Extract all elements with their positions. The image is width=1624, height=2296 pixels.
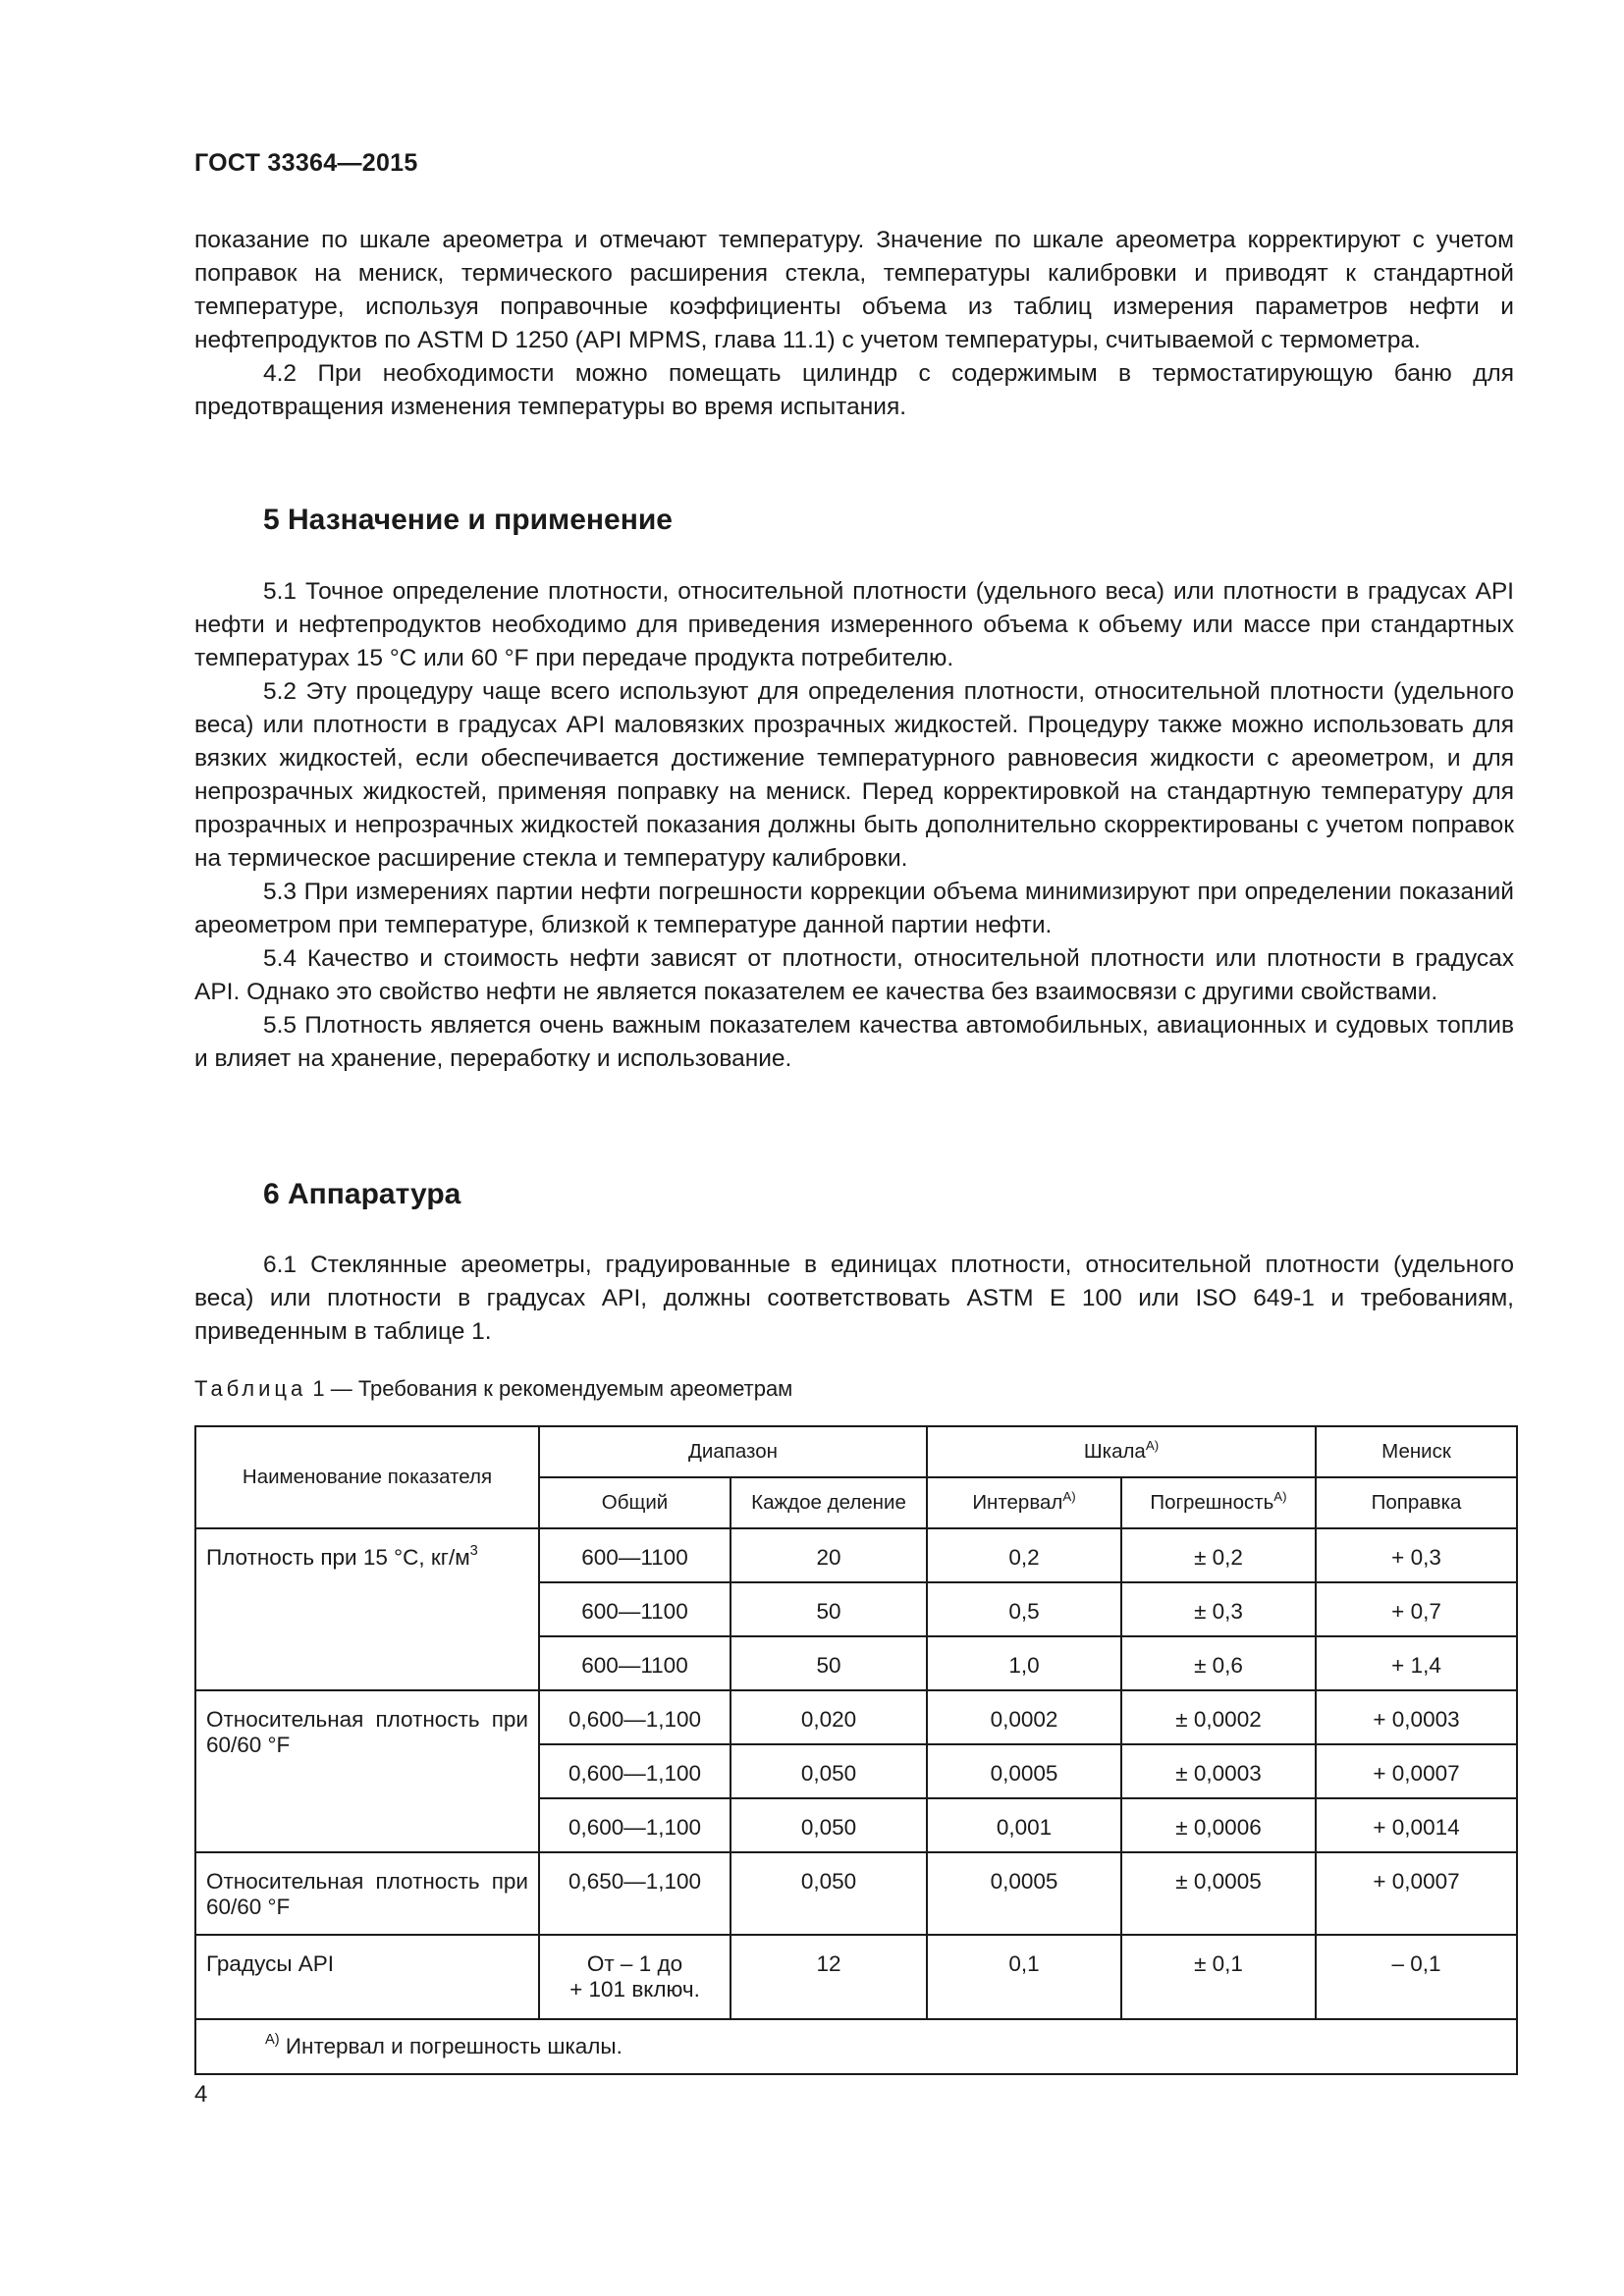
meniscus-correction: + 0,7: [1316, 1582, 1517, 1636]
scale-error: ± 0,0005: [1121, 1852, 1316, 1935]
meniscus-correction: + 1,4: [1316, 1636, 1517, 1690]
scale-interval: 0,2: [927, 1528, 1121, 1582]
scale-error: ± 0,1: [1121, 1935, 1316, 2019]
table-row: [195, 1852, 1517, 1935]
header-error: Погрешность$^{А)}$: [1121, 1477, 1316, 1528]
scale-interval: 0,5: [927, 1582, 1121, 1636]
table-footnote: $^{А)}$ Интервал и погрешность шкалы.: [195, 2019, 1517, 2074]
paragraph: 4.2 При необходимости можно помещать цилиндр с содержимым в термостатирующую баню для предотвращения изменения температуры во время испытания.: [194, 360, 1514, 420]
section-6-title: 6 Аппаратура: [263, 1178, 461, 1210]
header-scale: Шкала$^{А)}$: [927, 1426, 1316, 1477]
paragraph: показание по шкале ареометра и отмечают температуру. Значение по шкале ареометра корректируют с учетом поправок на мениск, термического расширения стекла, температуры калибровки и приводят к стандартной температуре, используя поправочные коэффициенты объема из таблиц измерения параметров нефти и нефтепродуктов по ASTM D 1250 (API MPMS, глава 11.1) с учетом температуры, считываемой с термометра.: [194, 227, 1514, 353]
note-mark: А): [1062, 1489, 1076, 1504]
header-interval: Интервал$^{А)}$: [927, 1477, 1121, 1528]
page-number: 4: [194, 2081, 208, 2108]
section-5-title: 5 Назначение и применение: [263, 504, 673, 536]
range-general: 0,650—1,100: [539, 1852, 731, 1935]
footnote-mark: А): [265, 2032, 280, 2048]
indicator-name: Относительная плотность при 60/60 °F: [195, 1690, 539, 1852]
scale-error: ± 0,0002: [1121, 1690, 1316, 1744]
range-division: 50: [731, 1636, 927, 1690]
meniscus-correction: + 0,0003: [1316, 1690, 1517, 1744]
note-mark: А): [1145, 1438, 1160, 1453]
range-general: 600—1100: [539, 1636, 731, 1690]
header-name: Наименование показателя: [195, 1426, 539, 1528]
range-division: 50: [731, 1582, 927, 1636]
meniscus-correction: + 0,0014: [1316, 1798, 1517, 1852]
table-caption-label: Таблица: [194, 1376, 307, 1401]
paragraph: 5.4 Качество и стоимость нефти зависят от плотности, относительной плотности или плотности в градусах API. Однако это свойство нефти не является показателем ее качества без взаимосвязи с другими свойствами.: [194, 945, 1514, 1005]
header-meniscus: Мениск: [1316, 1426, 1517, 1477]
scale-interval: 0,001: [927, 1798, 1121, 1852]
scale-interval: 0,0002: [927, 1690, 1121, 1744]
scale-error: ± 0,3: [1121, 1582, 1316, 1636]
paragraph: 5.1 Точное определение плотности, относительной плотности (удельного веса) или плотности в градусах API нефти и нефтепродуктов необходимо для приведения измеренного объема к объему или массе при стандартных температурах 15 °С или 60 °F при передаче продукта потребителю.: [194, 578, 1514, 671]
indicator-name: Градусы API: [195, 1935, 539, 2019]
scale-error: ± 0,0006: [1121, 1798, 1316, 1852]
indicator-name: Относительная плотность при 60/60 °F: [195, 1852, 539, 1935]
range-division: 0,050: [731, 1852, 927, 1935]
header-general: Общий: [539, 1477, 731, 1528]
table-caption-text: 1 — Требования к рекомендуемым ареометрам: [306, 1376, 793, 1401]
scale-interval: 1,0: [927, 1636, 1121, 1690]
continuation-text: [194, 224, 1514, 424]
section-5-body: [194, 575, 1514, 1076]
range-general: 0,600—1,100: [539, 1744, 731, 1798]
table-row: [195, 1935, 1517, 2019]
range-general: 600—1100: [539, 1528, 731, 1582]
paragraph: 6.1 Стеклянные ареометры, градуированные в единицах плотности, относительной плотности (удельного веса) или плотности в градусах API, должны соответствовать ASTM E 100 или ISO 649-1 и требованиям, приведенным в таблице 1.: [194, 1252, 1514, 1345]
indicator-name: Плотность при 15 °С, $кг/м^3$: [195, 1528, 539, 1690]
header-correction: Поправка: [1316, 1477, 1517, 1528]
paragraph: 5.3 При измерениях партии нефти погрешности коррекции объема минимизируют при определении показаний ареометром при температуре, близкой к температуре данной партии нефти.: [194, 879, 1514, 938]
scale-interval: 0,0005: [927, 1852, 1121, 1935]
table-body: [195, 1528, 1517, 2019]
range-division: 20: [731, 1528, 927, 1582]
paragraph: 5.2 Эту процедуру чаще всего используют для определения плотности, относительной плотности (удельного веса) или плотности в градусах API маловязких прозрачных жидкостей. Процедуру также можно использовать для вязких жидкостей, если обеспечивается достижение температурного равновесия жидкости с ареометром, и для непрозрачных жидкостей, применяя поправку на мениск. Перед корректировкой на стандартную температуру для прозрачных и непрозрачных жидкостей показания должны быть дополнительно скорректированы с учетом поправок на термическое расширение стекла и температуру калибровки.: [194, 678, 1514, 872]
section-6-body: [194, 1249, 1514, 1349]
table-row: [195, 1690, 1517, 1744]
hydrometer-requirements-table: [194, 1425, 1518, 2075]
header-division: Каждое деление: [731, 1477, 927, 1528]
meniscus-correction: + 0,0007: [1316, 1744, 1517, 1798]
paragraph: 5.5 Плотность является очень важным показателем качества автомобильных, авиационных и судовых топлив и влияет на хранение, переработку и использование.: [194, 1012, 1514, 1072]
scale-error: ± 0,6: [1121, 1636, 1316, 1690]
header-range: Диапазон: [539, 1426, 927, 1477]
range-general: 600—1100: [539, 1582, 731, 1636]
document-header: ГОСТ 33364—2015: [194, 149, 418, 177]
meniscus-correction: – 0,1: [1316, 1935, 1517, 2019]
range-division: 0,050: [731, 1744, 927, 1798]
scale-error: ± 0,0003: [1121, 1744, 1316, 1798]
range-division: 0,050: [731, 1798, 927, 1852]
meniscus-correction: + 0,0007: [1316, 1852, 1517, 1935]
range-division: 12: [731, 1935, 927, 2019]
scale-interval: 0,1: [927, 1935, 1121, 2019]
range-general: 0,600—1,100: [539, 1690, 731, 1744]
range-general: От – 1 до + 101 включ.: [539, 1935, 731, 2019]
range-division: 0,020: [731, 1690, 927, 1744]
meniscus-correction: + 0,3: [1316, 1528, 1517, 1582]
scale-interval: 0,0005: [927, 1744, 1121, 1798]
table-caption: [194, 1376, 792, 1402]
scale-error: ± 0,2: [1121, 1528, 1316, 1582]
range-general: 0,600—1,100: [539, 1798, 731, 1852]
table-row: [195, 1528, 1517, 1582]
note-mark: А): [1273, 1489, 1287, 1504]
